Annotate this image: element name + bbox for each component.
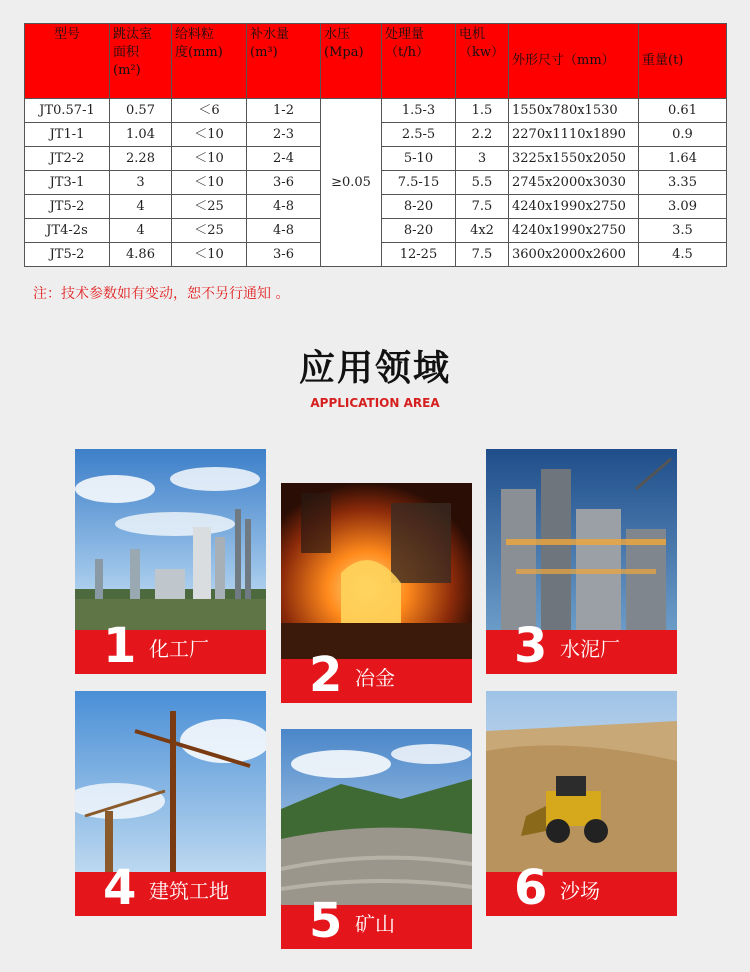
- application-subtitle: APPLICATION AREA: [310, 396, 440, 410]
- cell-motor: 2.2: [456, 123, 509, 147]
- application-card-mine: [281, 729, 472, 949]
- cell-weight: 3.5: [639, 219, 727, 243]
- sand-field-photo: [486, 691, 677, 872]
- cell-size: 3600x2000x2600: [509, 243, 639, 267]
- cell-size: 3225x1550x2050: [509, 147, 639, 171]
- cell-weight: 0.9: [639, 123, 727, 147]
- cell-model: JT4-2s: [25, 219, 110, 243]
- header-water-supply: 补水量 (m³): [247, 24, 321, 99]
- cell-weight: 1.64: [639, 147, 727, 171]
- cell-feed: ＜6: [172, 99, 247, 123]
- cell-area: 4: [110, 195, 172, 219]
- cell-area: 3: [110, 171, 172, 195]
- card-number: 1: [103, 618, 137, 674]
- cell-capacity: 7.5-15: [382, 171, 456, 195]
- cell-feed: ＜25: [172, 219, 247, 243]
- cell-water: 3-6: [247, 171, 321, 195]
- cell-weight: 0.61: [639, 99, 727, 123]
- cell-motor: 4x2: [456, 219, 509, 243]
- cell-capacity: 8-20: [382, 195, 456, 219]
- cell-feed: ＜10: [172, 147, 247, 171]
- cell-water: 2-3: [247, 123, 321, 147]
- metallurgy-photo: [281, 483, 472, 659]
- cell-motor: 1.5: [456, 99, 509, 123]
- cell-size: 4240x1990x2750: [509, 219, 639, 243]
- cell-water: 4-8: [247, 219, 321, 243]
- application-card-sand-field: [486, 691, 677, 916]
- cell-size: 4240x1990x2750: [509, 195, 639, 219]
- card-label-bar: [486, 618, 677, 674]
- card-label-bar: [75, 860, 266, 916]
- cell-water: 4-8: [247, 195, 321, 219]
- header-model: 型号: [25, 24, 110, 99]
- card-label-bar: [281, 647, 472, 703]
- cell-feed: ＜25: [172, 195, 247, 219]
- mine-photo: [281, 729, 472, 905]
- application-card-construction-site: [75, 691, 266, 916]
- card-label: 冶金: [355, 666, 395, 690]
- cell-weight: 3.09: [639, 195, 727, 219]
- cell-feed: ＜10: [172, 171, 247, 195]
- cell-model: JT5-2: [25, 243, 110, 267]
- cell-area: 2.28: [110, 147, 172, 171]
- cell-area: 0.57: [110, 99, 172, 123]
- cell-water: 3-6: [247, 243, 321, 267]
- table-row: [25, 99, 727, 123]
- cement-plant-photo: [486, 449, 677, 630]
- cell-size: 2745x2000x3030: [509, 171, 639, 195]
- construction-site-photo: [75, 691, 266, 872]
- header-weight: 重量(t): [639, 24, 727, 99]
- spec-table: [24, 23, 727, 267]
- disclaimer-note: 注：技术参数如有变动，恕不另行通知 。: [33, 286, 290, 302]
- card-label: 沙场: [560, 879, 600, 903]
- card-label: 建筑工地: [149, 879, 229, 903]
- cell-water: 1-2: [247, 99, 321, 123]
- cell-model: JT1-1: [25, 123, 110, 147]
- cell-capacity: 5-10: [382, 147, 456, 171]
- cell-size: 1550x780x1530: [509, 99, 639, 123]
- cell-model: JT3-1: [25, 171, 110, 195]
- header-water-pressure: 水压 (Mpa): [321, 24, 382, 99]
- card-label-bar: [75, 618, 266, 674]
- card-label-bar: [486, 860, 677, 916]
- cell-motor: 3: [456, 147, 509, 171]
- card-label: 化工厂: [149, 637, 209, 661]
- cell-pressure: ≥0.05: [321, 99, 382, 267]
- application-card-cement-plant: [486, 449, 677, 674]
- card-label: 水泥厂: [560, 637, 620, 661]
- cell-water: 2-4: [247, 147, 321, 171]
- cell-weight: 4.5: [639, 243, 727, 267]
- cell-motor: 7.5: [456, 243, 509, 267]
- card-number: 2: [309, 647, 343, 703]
- application-title: 应用领域: [298, 348, 451, 389]
- card-number: 4: [103, 860, 137, 916]
- cell-area: 4: [110, 219, 172, 243]
- header-feed-size: 给料粒 度(mm): [172, 24, 247, 99]
- cell-weight: 3.35: [639, 171, 727, 195]
- card-label-bar: [281, 893, 472, 949]
- application-card-metallurgy: [281, 483, 472, 703]
- cell-capacity: 1.5-3: [382, 99, 456, 123]
- cell-feed: ＜10: [172, 243, 247, 267]
- cell-feed: ＜10: [172, 123, 247, 147]
- card-number: 6: [514, 860, 548, 916]
- cell-motor: 5.5: [456, 171, 509, 195]
- cell-capacity: 2.5-5: [382, 123, 456, 147]
- cell-model: JT2-2: [25, 147, 110, 171]
- application-card-chemical-plant: [75, 449, 266, 674]
- cell-motor: 7.5: [456, 195, 509, 219]
- header-jig-area: 跳汰室 面积 (m²): [110, 24, 172, 99]
- cell-model: JT0.57-1: [25, 99, 110, 123]
- header-capacity: 处理量 （t/h）: [382, 24, 456, 99]
- card-number: 5: [309, 893, 343, 949]
- cell-model: JT5-2: [25, 195, 110, 219]
- card-label: 矿山: [355, 912, 395, 936]
- cell-capacity: 8-20: [382, 219, 456, 243]
- cell-area: 4.86: [110, 243, 172, 267]
- cell-size: 2270x1110x1890: [509, 123, 639, 147]
- cell-area: 1.04: [110, 123, 172, 147]
- chemical-plant-photo: [75, 449, 266, 630]
- header-dimensions: 外形尺寸（mm）: [509, 24, 639, 99]
- card-number: 3: [514, 618, 548, 674]
- table-header-row: [25, 24, 727, 99]
- cell-capacity: 12-25: [382, 243, 456, 267]
- header-motor: 电机 （kw）: [456, 24, 509, 99]
